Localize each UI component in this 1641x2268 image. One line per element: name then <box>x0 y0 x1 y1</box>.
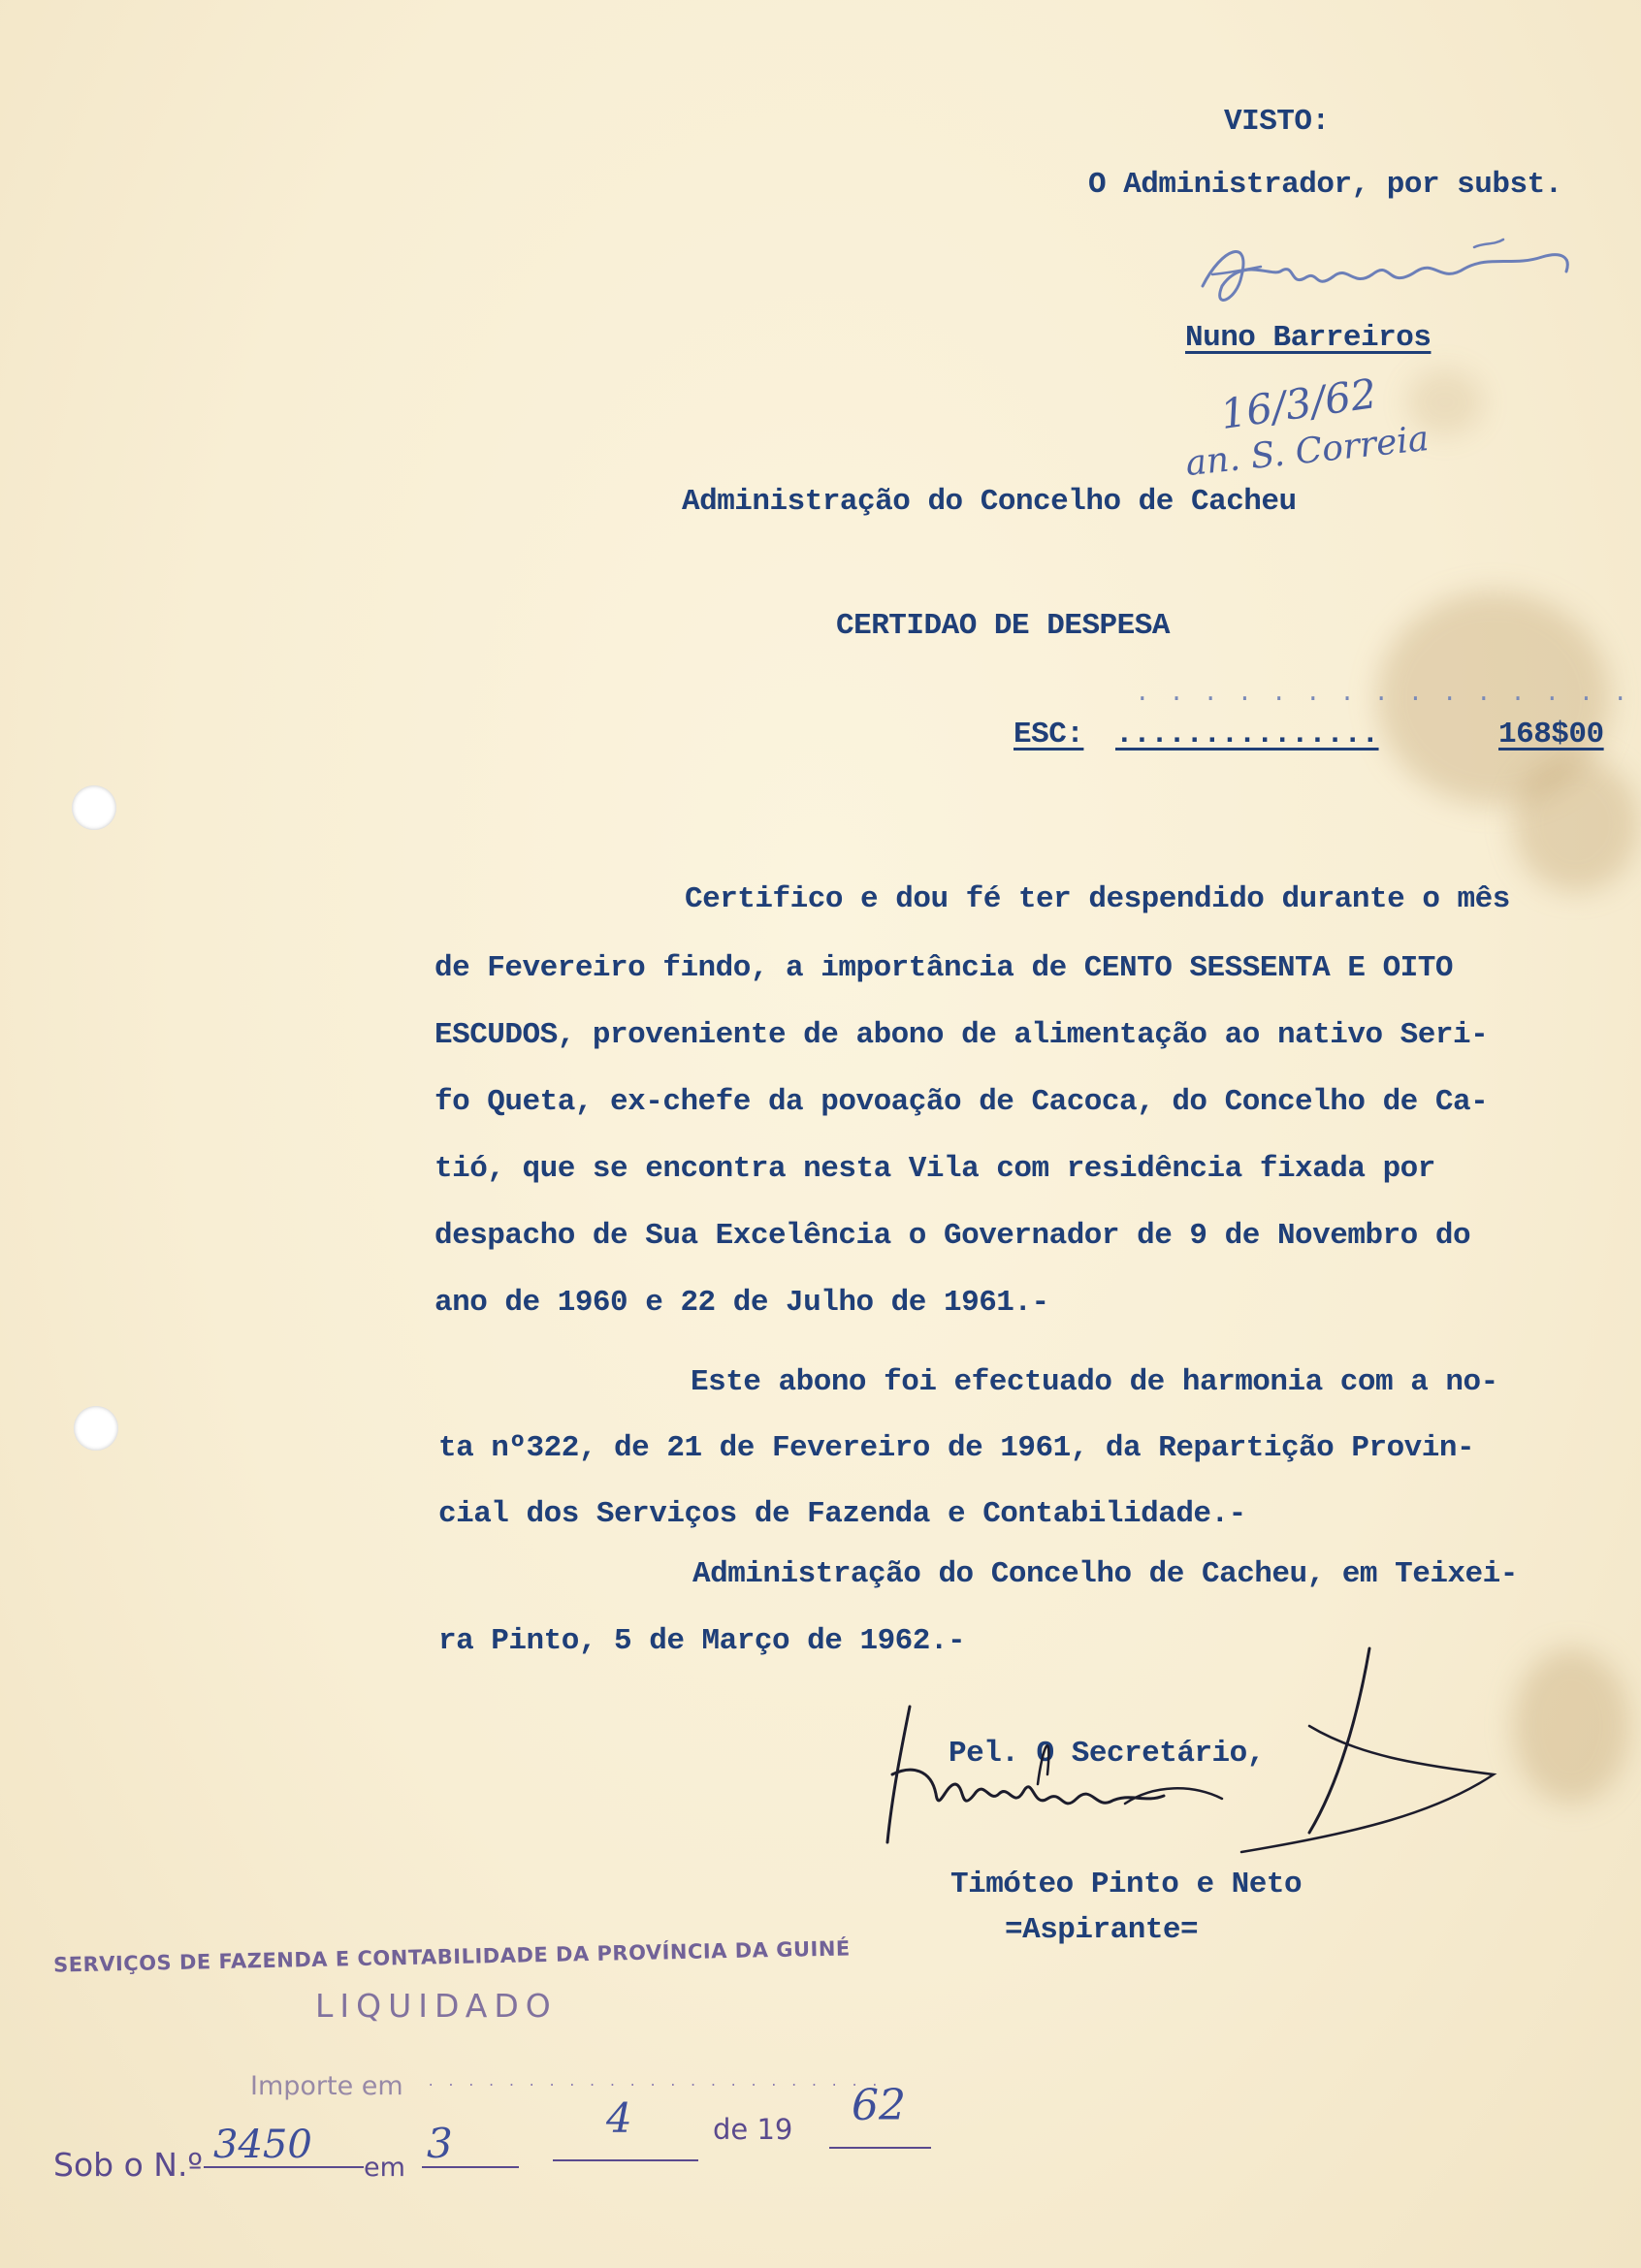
amount-dots-upper: . . . . . . . . . . . . . . . <box>1135 679 1630 708</box>
stamp-sob-no: Sob o N.º <box>53 2146 203 2184</box>
para3-line1: Administração do Concelho de Cacheu, em Teixei- <box>692 1557 1518 1591</box>
para1-line7: ano de 1960 e 22 de Julho de 1961.- <box>434 1286 1049 1320</box>
administrator-signature <box>1183 218 1591 325</box>
visto-heading: VISTO: <box>1224 105 1330 139</box>
stamp-em: em <box>364 2153 405 2183</box>
para2-line1: Este abono foi efectuado de harmonia com a no- <box>691 1365 1498 1399</box>
visto-signatory: Nuno Barreiros <box>1185 321 1432 355</box>
para1-line5: tió, que se encontra nesta Vila com residência fixada por <box>434 1152 1435 1186</box>
stamp-day: 3 <box>427 2120 453 2167</box>
stain-right <box>1513 756 1639 892</box>
amount-value: 168$00 <box>1498 718 1604 751</box>
document-title: CERTIDAO DE DESPESA <box>836 609 1170 643</box>
amount-label: ESC: <box>1014 718 1084 751</box>
pel-secretario: Pel. O Secretário, <box>949 1737 1265 1771</box>
para2-line3: cial dos Serviços de Fazenda e Contabilidade.- <box>438 1497 1246 1531</box>
stamp-year-label: de 19 <box>713 2113 793 2146</box>
para2-line2: ta nº322, de 21 de Fevereiro de 1961, da Repartição Provin- <box>438 1431 1475 1465</box>
visto-role: O Administrador, por subst. <box>1088 168 1562 202</box>
punch-hole-top <box>72 785 116 830</box>
visto-note-date: 16/3/62 <box>1217 368 1380 439</box>
stamp-rule-lines <box>194 2114 950 2191</box>
stamp-year: 62 <box>852 2081 906 2130</box>
signatory-name: Timóteo Pinto e Neto <box>950 1868 1303 1901</box>
visto-note-initials: an. S. Correia <box>1183 418 1432 485</box>
para1-line4: fo Queta, ex-chefe da povoação de Cacoca, do Concelho de Ca- <box>434 1085 1489 1119</box>
para1-line2: de Fevereiro findo, a importância de CENTO SESSENTA E OITO <box>434 951 1453 985</box>
secretary-signature <box>853 1639 1513 1891</box>
para1-line6: despacho de Sua Excelência o Governador de 9 de Novembro do <box>434 1219 1471 1253</box>
stamp-liquidado: LIQUIDADO <box>315 1987 558 2025</box>
amount-dots: ............... <box>1115 718 1379 751</box>
stamp-importe-line: . . . . . . . . . . . . . . . . . . . . . . . <box>427 2075 882 2091</box>
signatory-rank: =Aspirante= <box>1005 1913 1199 1947</box>
punch-hole-bottom <box>74 1406 118 1451</box>
para1-line1: Certifico e dou fé ter despendido durante o mês <box>685 882 1510 916</box>
stamp-month: 4 <box>606 2094 632 2142</box>
stain-lower-right <box>1513 1648 1629 1804</box>
stamp-number: 3450 <box>213 2123 312 2167</box>
para3-line2: ra Pinto, 5 de Março de 1962.- <box>438 1624 966 1658</box>
para1-line3: ESCUDOS, proveniente de abono de alimentação ao nativo Seri- <box>434 1018 1489 1052</box>
stamp-header: SERVIÇOS DE FAZENDA E CONTABILIDADE DA PROVÍNCIA DA GUINÉ <box>52 1936 852 1977</box>
stamp-importe: Importe em <box>250 2071 403 2101</box>
office-header: Administração do Concelho de Cacheu <box>682 485 1297 519</box>
